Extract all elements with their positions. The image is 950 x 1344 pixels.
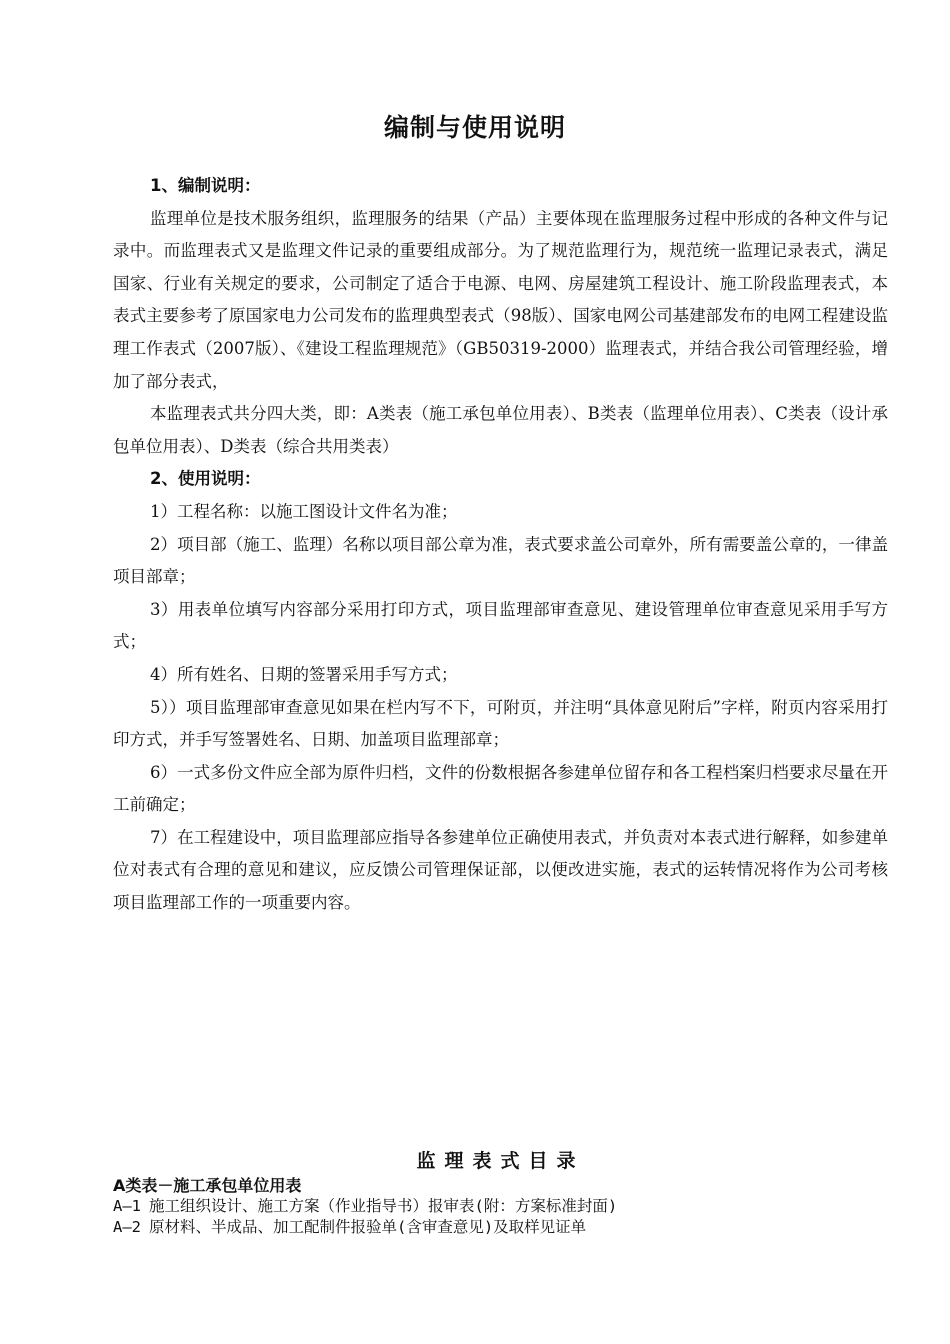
usage-item: 1）工程名称：以施工图设计文件名为准； <box>150 501 458 521</box>
toc-title: 监理表式目录 <box>416 1150 585 1172</box>
paragraph: 本监理表式共分四大类，即：A类表（施工承包单位用表）、B类表（监理单位用表）、C类表（设计承包单位用表）、D类表（综合共用类表） <box>113 404 888 456</box>
toc-entry <box>113 1217 888 1238</box>
usage-item: 3）用表单位填写内容部分采用打印方式，项目监理部审查意见、建设管理单位审查意见采用手写方式； <box>113 599 888 652</box>
toc-category: A类表－施工承包单位用表 <box>113 1176 302 1195</box>
paragraph: 监理单位是技术服务组织，监理服务的结果（产品）主要体现在监理服务过程中形成的各种文件与记录中。而监理表式又是监理文件记录的重要组成部分。为了规范监理行为，规范统一监理记录表式，满足国家、行业有关规定的要求，公司制定了适合于电源、电网、房屋建筑工程设计、施工阶段监理表式，本表式主要参考了原国家电力公司发布的监理典型表式（98版）、国家电网公司基建部发布的电网工程建设监理工作表式（2007版）、《建设工程监理规范》（GB50319-2000）监理表式，并结合我公司管理经验，增加了部分表式， <box>113 208 888 391</box>
table-of-contents <box>113 1147 888 1238</box>
usage-item: 4）所有姓名、日期的签署采用手写方式； <box>150 664 458 684</box>
toc-entry-code: A—2 <box>113 1218 141 1236</box>
toc-entry-text: 原材料、半成品、加工配制件报验单(含审查意见)及取样见证单 <box>149 1218 587 1236</box>
usage-item: 5））项目监理部审查意见如果在栏内写不下，可附页，并注明“具体意见附后”字样，附页内容采用打印方式，并手写签署姓名、日期、加盖项目监理部章； <box>113 697 888 750</box>
usage-item: 7）在工程建设中，项目监理部应指导各参建单位正确使用表式，并负责对本表式进行解释，如参建单位对表式有合理的意见和建议，应反馈公司管理保证部，以便改进实施，表式的运转情况将作为公司考核项目监理部工作的一项重要内容。 <box>113 827 888 913</box>
section-heading-usage: 2、使用说明： <box>150 469 261 489</box>
section-heading-compile: 1、编制说明： <box>150 176 261 195</box>
usage-item: 2）项目部（施工、监理）名称以项目部公章为准，表式要求盖公司章外，所有需要盖公章的，一律盖项目部章； <box>113 534 888 587</box>
toc-entry-code: A—1 <box>113 1197 141 1215</box>
document-title: 编制与使用说明 <box>383 113 566 142</box>
document-body <box>113 170 888 920</box>
toc-entry <box>113 1196 888 1217</box>
usage-item: 6）一式多份文件应全部为原件归档，文件的份数根据各参建单位留存和各工程档案归档要求尽量在开工前确定； <box>113 762 888 815</box>
toc-entry-text: 施工组织设计、施工方案（作业指导书）报审表(附：方案标准封面) <box>149 1197 618 1215</box>
